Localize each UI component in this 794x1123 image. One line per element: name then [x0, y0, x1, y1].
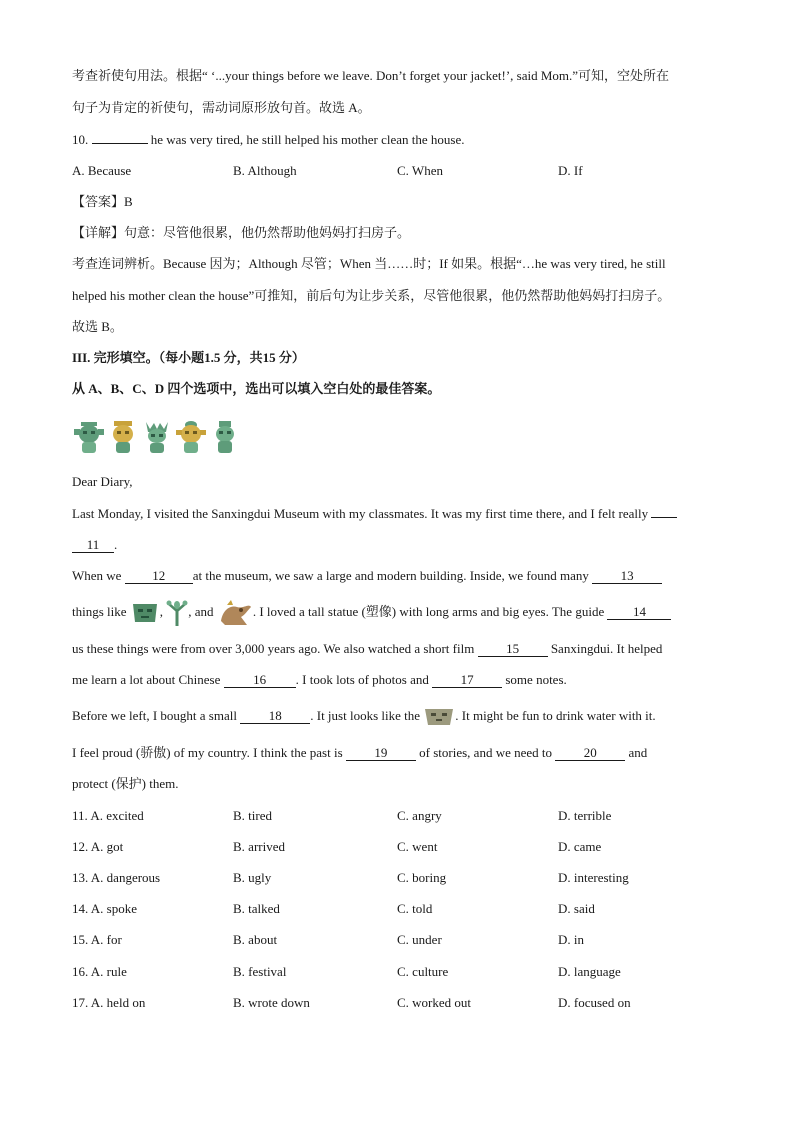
- blank-12[interactable]: 12: [125, 569, 193, 584]
- answer-blank[interactable]: [92, 143, 148, 144]
- blank-20[interactable]: 20: [555, 746, 625, 761]
- option-c[interactable]: C. told: [397, 901, 433, 916]
- passage-line-1b: 11 .: [72, 537, 117, 553]
- q10-option-d: D. If: [558, 163, 583, 178]
- option-d[interactable]: D. interesting: [558, 870, 629, 885]
- option-c[interactable]: C. boring: [397, 870, 447, 885]
- option-c[interactable]: C. culture: [397, 964, 449, 979]
- blank-11-start[interactable]: [651, 517, 677, 518]
- question-number: 10.: [72, 132, 89, 147]
- explanation-line-1: 考查祈使句用法。根据“ ‘...your things before we leave. Don’t forget your jacket!’, said Mom.”可知，空处所在: [72, 68, 670, 83]
- blank-17[interactable]: 17: [432, 673, 502, 688]
- figurine-teal-icon: [210, 420, 240, 454]
- blank-14[interactable]: 14: [607, 605, 671, 620]
- option-b[interactable]: B. arrived: [233, 839, 285, 854]
- option-c[interactable]: C. went: [397, 839, 438, 854]
- option-a[interactable]: A. got: [90, 839, 124, 854]
- bronze-tree-icon: [166, 599, 188, 627]
- q10-option-c: C. When: [397, 163, 443, 178]
- question-10: [72, 132, 464, 148]
- q10-detail: 【详解】句意：尽管他很累，他仍然帮助他妈妈打扫房子。: [72, 225, 411, 240]
- q10-answer: 【答案】B: [72, 194, 133, 209]
- option-a[interactable]: A. for: [90, 932, 122, 947]
- option-d[interactable]: D. terrible: [558, 808, 612, 823]
- q10-option-b: B. Although: [233, 163, 297, 178]
- blank-11[interactable]: 11: [72, 538, 114, 553]
- option-d[interactable]: D. came: [558, 839, 602, 854]
- figurine-gold-icon: [108, 420, 138, 454]
- figurine-green-icon: [74, 420, 104, 454]
- blank-18[interactable]: 18: [240, 709, 310, 724]
- section-instruction: 从 A、B、C、D 四个选项中，选出可以填入空白处的最佳答案。: [72, 381, 441, 396]
- passage-line-2: When we 12 at the museum, we saw a large and modern building. Inside, we found many 13: [72, 568, 662, 584]
- option-a[interactable]: A. dangerous: [90, 870, 161, 885]
- figurine-image-row: [74, 420, 240, 454]
- q10-option-a: A. Because: [72, 163, 132, 178]
- blank-19[interactable]: 19: [346, 746, 416, 761]
- q10-analysis-1: 考查连词辨析。Because 因为；Although 尽管；When 当……时；If 如果。根据“…he was very tired, he still: [72, 256, 666, 271]
- passage-line-5: me learn a lot about Chinese 16 . I took lots of photos and 17 some notes.: [72, 672, 567, 687]
- bronze-bird-icon: [217, 599, 253, 627]
- option-a[interactable]: A. held on: [90, 995, 146, 1010]
- option-d[interactable]: D. said: [558, 901, 595, 916]
- option-c[interactable]: C. worked out: [397, 995, 472, 1010]
- passage-line-7: I feel proud (骄傲) of my country. I think the past is 19 of stories, and we need to 20 and: [72, 745, 648, 760]
- explanation-line-2: 句子为肯定的祈使句，需动词原形放句首。故选 A。: [72, 100, 371, 115]
- option-b[interactable]: B. talked: [233, 901, 280, 916]
- option-d[interactable]: D. focused on: [558, 995, 631, 1010]
- q10-analysis-3: 故选 B。: [72, 319, 123, 334]
- passage-line-4: us these things were from over 3,000 years ago. We also watched a short film 15 Sanxingdui. It helped: [72, 641, 663, 656]
- bronze-mask-icon: [130, 600, 160, 626]
- passage-line-8: protect (保护) them.: [72, 776, 179, 791]
- blank-15[interactable]: 15: [478, 642, 548, 657]
- option-b[interactable]: B. wrote down: [233, 995, 310, 1010]
- option-b[interactable]: B. about: [233, 932, 278, 947]
- bronze-head-cup-icon: [423, 705, 455, 729]
- blank-13[interactable]: 13: [592, 569, 662, 584]
- passage-line-1: Last Monday, I visited the Sanxingdui Museum with my classmates. It was my first time there, and I felt really: [72, 506, 677, 522]
- question-text: he was very tired, he still helped his mother clean the house.: [150, 132, 465, 147]
- figurine-gold-mask-icon: [176, 420, 206, 454]
- option-c[interactable]: C. angry: [397, 808, 442, 823]
- option-a[interactable]: A. excited: [90, 808, 144, 823]
- option-d[interactable]: D. in: [558, 932, 584, 947]
- passage-line-6: Before we left, I bought a small 18 . It just looks like the . It might be fun to drink water with it.: [72, 702, 656, 730]
- option-b[interactable]: B. festival: [233, 964, 287, 979]
- option-d[interactable]: D. language: [558, 964, 621, 979]
- passage-line-3: things like , , and . I loved a tall statue (塑像) with long arms and big eyes. The guide 14: [72, 598, 671, 627]
- figurine-horned-icon: [142, 420, 172, 454]
- diary-greeting: Dear Diary,: [72, 474, 133, 489]
- option-b[interactable]: B. tired: [233, 808, 272, 823]
- q10-analysis-2: helped his mother clean the house”可推知，前后句为让步关系，尽管他很累，他仍然帮助他妈妈打扫房子。: [72, 288, 671, 303]
- section-title: III. 完形填空。（每小题1.5 分，共15 分）: [72, 350, 305, 365]
- option-b[interactable]: B. ugly: [233, 870, 272, 885]
- blank-16[interactable]: 16: [224, 673, 296, 688]
- option-c[interactable]: C. under: [397, 932, 442, 947]
- option-a[interactable]: A. rule: [90, 964, 127, 979]
- option-a[interactable]: A. spoke: [90, 901, 138, 916]
